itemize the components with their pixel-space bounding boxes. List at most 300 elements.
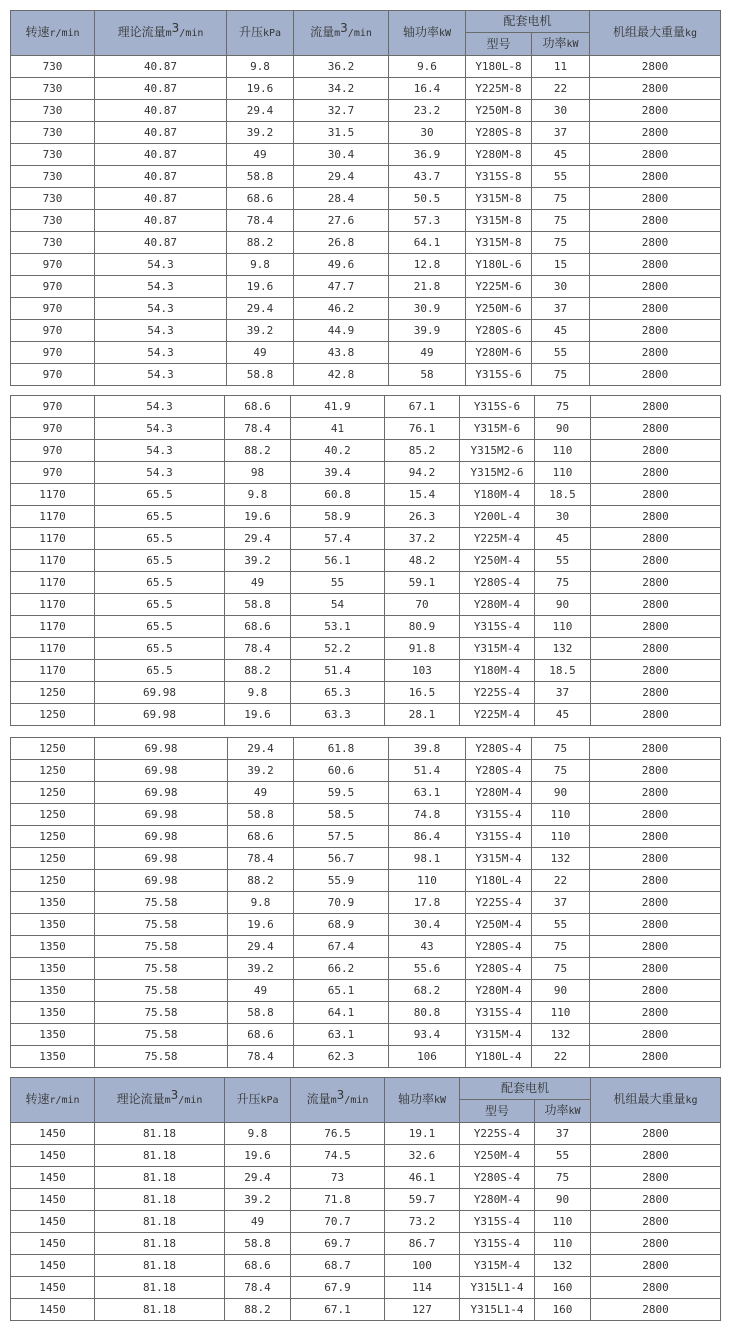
shaft-power-cell: 93.4 <box>389 1024 466 1046</box>
speed-cell: 730 <box>11 144 95 166</box>
theoretical-flow-cell: 81.18 <box>95 1255 225 1277</box>
motor-model-cell: Y315S-4 <box>466 804 532 826</box>
speed-cell: 730 <box>11 56 95 78</box>
table-row <box>11 704 721 726</box>
motor-model-cell: Y315S-4 <box>460 616 535 638</box>
speed-cell: 730 <box>11 78 95 100</box>
motor-power-cell: 45 <box>535 528 591 550</box>
motor-model-cell: Y315M-4 <box>466 848 532 870</box>
spec-table-block-3 <box>10 737 721 1068</box>
table-row <box>11 782 721 804</box>
motor-power-cell: 160 <box>535 1277 591 1299</box>
max-weight-cell: 2800 <box>590 320 721 342</box>
motor-model-cell: Y315M-4 <box>466 1024 532 1046</box>
motor-model-cell: Y315M-8 <box>466 188 532 210</box>
theoretical-flow-cell: 69.98 <box>95 848 228 870</box>
pressure-rise-cell: 19.6 <box>227 276 294 298</box>
motor-power-cell: 55 <box>535 550 591 572</box>
shaft-power-cell: 19.1 <box>385 1123 460 1145</box>
speed-cell: 730 <box>11 166 95 188</box>
theoretical-flow-cell: 75.58 <box>95 1046 228 1068</box>
speed-cell: 730 <box>11 188 95 210</box>
speed-cell: 1250 <box>11 760 95 782</box>
table-row <box>11 1189 721 1211</box>
header-theoretical-flow: 理论流量$m^3/\min$ <box>95 1078 225 1123</box>
pressure-rise-cell: 78.4 <box>225 418 291 440</box>
theoretical-flow-cell: 65.5 <box>95 594 225 616</box>
table-body <box>11 1123 721 1321</box>
motor-power-cell: 110 <box>535 440 591 462</box>
pressure-rise-cell: 68.6 <box>225 396 291 418</box>
motor-model-cell: Y250M-8 <box>466 100 532 122</box>
theoretical-flow-cell: 40.87 <box>95 232 227 254</box>
pressure-rise-cell: 19.6 <box>227 78 294 100</box>
theoretical-flow-cell: 75.58 <box>95 958 228 980</box>
shaft-power-cell: 57.3 <box>389 210 466 232</box>
motor-power-cell: 110 <box>532 826 590 848</box>
motor-model-cell: Y280M-4 <box>460 594 535 616</box>
table-row <box>11 506 721 528</box>
table-row <box>11 440 721 462</box>
flow-cell: 41.9 <box>291 396 385 418</box>
pressure-rise-cell: 78.4 <box>225 1277 291 1299</box>
table-row <box>11 144 721 166</box>
speed-cell: 1450 <box>11 1123 95 1145</box>
max-weight-cell: 2800 <box>591 1255 721 1277</box>
shaft-power-cell: 16.5 <box>385 682 460 704</box>
motor-power-cell: 55 <box>535 1145 591 1167</box>
flow-cell: 44.9 <box>294 320 389 342</box>
theoretical-flow-cell: 40.87 <box>95 100 227 122</box>
motor-power-cell: 132 <box>535 1255 591 1277</box>
motor-power-cell: 11 <box>532 56 590 78</box>
flow-cell: 76.5 <box>291 1123 385 1145</box>
flow-cell: 31.5 <box>294 122 389 144</box>
motor-power-cell: 110 <box>535 462 591 484</box>
flow-cell: 57.5 <box>294 826 389 848</box>
pressure-rise-cell: 29.4 <box>228 936 294 958</box>
max-weight-cell: 2800 <box>590 144 721 166</box>
motor-power-cell: 55 <box>532 914 590 936</box>
max-weight-cell: 2800 <box>591 704 721 726</box>
motor-model-cell: Y280S-4 <box>466 738 532 760</box>
motor-model-cell: Y180L-4 <box>466 1046 532 1068</box>
motor-power-cell: 75 <box>532 188 590 210</box>
max-weight-cell: 2800 <box>590 78 721 100</box>
motor-model-cell: Y280M-4 <box>466 782 532 804</box>
theoretical-flow-cell: 40.87 <box>95 210 227 232</box>
table-row <box>11 320 721 342</box>
flow-cell: 58.9 <box>291 506 385 528</box>
theoretical-flow-cell: 65.5 <box>95 528 225 550</box>
max-weight-cell: 2800 <box>590 276 721 298</box>
motor-model-cell: Y180L-4 <box>466 870 532 892</box>
max-weight-cell: 2800 <box>591 418 721 440</box>
shaft-power-cell: 32.6 <box>385 1145 460 1167</box>
shaft-power-cell: 48.2 <box>385 550 460 572</box>
pressure-rise-cell: 19.6 <box>228 914 294 936</box>
motor-power-cell: 37 <box>535 1123 591 1145</box>
motor-model-cell: Y315M-4 <box>460 638 535 660</box>
pressure-rise-cell: 88.2 <box>225 1299 291 1321</box>
speed-cell: 1170 <box>11 616 95 638</box>
max-weight-cell: 2800 <box>590 848 721 870</box>
pressure-rise-cell: 58.8 <box>225 594 291 616</box>
table-row <box>11 760 721 782</box>
max-weight-cell: 2800 <box>590 870 721 892</box>
speed-cell: 730 <box>11 100 95 122</box>
max-weight-cell: 2800 <box>591 506 721 528</box>
shaft-power-cell: 64.1 <box>389 232 466 254</box>
theoretical-flow-cell: 65.5 <box>95 638 225 660</box>
motor-model-cell: Y280S-8 <box>466 122 532 144</box>
pressure-rise-cell: 19.6 <box>225 506 291 528</box>
theoretical-flow-cell: 69.98 <box>95 826 228 848</box>
motor-power-cell: 75 <box>532 210 590 232</box>
max-weight-cell: 2800 <box>590 1024 721 1046</box>
flow-cell: 51.4 <box>291 660 385 682</box>
max-weight-cell: 2800 <box>590 210 721 232</box>
motor-power-cell: 75 <box>535 572 591 594</box>
flow-cell: 29.4 <box>294 166 389 188</box>
pressure-rise-cell: 49 <box>228 782 294 804</box>
flow-cell: 67.1 <box>291 1299 385 1321</box>
speed-cell: 1170 <box>11 660 95 682</box>
table-row <box>11 616 721 638</box>
motor-model-cell: Y225S-4 <box>466 892 532 914</box>
table-row <box>11 550 721 572</box>
shaft-power-cell: 55.6 <box>389 958 466 980</box>
motor-model-cell: Y315S-8 <box>466 166 532 188</box>
table-row <box>11 254 721 276</box>
shaft-power-cell: 49 <box>389 342 466 364</box>
table-row <box>11 210 721 232</box>
flow-cell: 39.4 <box>291 462 385 484</box>
theoretical-flow-cell: 81.18 <box>95 1233 225 1255</box>
pressure-rise-cell: 58.8 <box>225 1233 291 1255</box>
motor-power-cell: 90 <box>535 1189 591 1211</box>
motor-model-cell: Y280S-4 <box>466 958 532 980</box>
motor-power-cell: 110 <box>535 616 591 638</box>
theoretical-flow-cell: 40.87 <box>95 144 227 166</box>
table-row <box>11 1024 721 1046</box>
speed-cell: 1350 <box>11 980 95 1002</box>
pressure-rise-cell: 39.2 <box>228 958 294 980</box>
pressure-rise-cell: 39.2 <box>225 550 291 572</box>
speed-cell: 1170 <box>11 528 95 550</box>
motor-model-cell: Y280M-6 <box>466 342 532 364</box>
motor-model-cell: Y315M-8 <box>466 232 532 254</box>
pressure-rise-cell: 49 <box>225 572 291 594</box>
speed-cell: 1450 <box>11 1189 95 1211</box>
pressure-rise-cell: 78.4 <box>227 210 294 232</box>
motor-power-cell: 160 <box>535 1299 591 1321</box>
motor-model-cell: Y225S-4 <box>460 1123 535 1145</box>
table-row <box>11 484 721 506</box>
table-row <box>11 958 721 980</box>
theoretical-flow-cell: 75.58 <box>95 1002 228 1024</box>
motor-power-cell: 110 <box>535 1211 591 1233</box>
max-weight-cell: 2800 <box>590 298 721 320</box>
shaft-power-cell: 9.6 <box>389 56 466 78</box>
max-weight-cell: 2800 <box>591 1299 721 1321</box>
motor-power-cell: 22 <box>532 1046 590 1068</box>
speed-cell: 1170 <box>11 572 95 594</box>
flow-cell: 67.9 <box>291 1277 385 1299</box>
flow-cell: 61.8 <box>294 738 389 760</box>
table-row <box>11 528 721 550</box>
max-weight-cell: 2800 <box>591 528 721 550</box>
flow-cell: 65.1 <box>294 980 389 1002</box>
flow-cell: 70.9 <box>294 892 389 914</box>
motor-power-cell: 132 <box>532 848 590 870</box>
flow-cell: 56.7 <box>294 848 389 870</box>
shaft-power-cell: 26.3 <box>385 506 460 528</box>
table-row <box>11 1211 721 1233</box>
motor-model-cell: Y200L-4 <box>460 506 535 528</box>
motor-model-cell: Y180L-8 <box>466 56 532 78</box>
table-row <box>11 298 721 320</box>
pressure-rise-cell: 78.4 <box>225 638 291 660</box>
table-row <box>11 1145 721 1167</box>
table-row <box>11 418 721 440</box>
header-motor-power: 功率kW <box>532 33 590 56</box>
pressure-rise-cell: 68.6 <box>228 1024 294 1046</box>
shaft-power-cell: 68.2 <box>389 980 466 1002</box>
header-flow: 流量$m^3/\min$ <box>291 1078 385 1123</box>
table-row <box>11 1046 721 1068</box>
motor-model-cell: Y315M-8 <box>466 210 532 232</box>
max-weight-cell: 2800 <box>590 804 721 826</box>
speed-cell: 1170 <box>11 638 95 660</box>
theoretical-flow-cell: 69.98 <box>95 804 228 826</box>
speed-cell: 1170 <box>11 594 95 616</box>
shaft-power-cell: 43 <box>389 936 466 958</box>
header-shaft-power: 轴功率kW <box>385 1078 460 1123</box>
table-row <box>11 892 721 914</box>
flow-cell: 70.7 <box>291 1211 385 1233</box>
pressure-rise-cell: 58.8 <box>228 804 294 826</box>
table-row <box>11 342 721 364</box>
flow-cell: 54 <box>291 594 385 616</box>
theoretical-flow-cell: 69.98 <box>95 782 228 804</box>
table-row <box>11 56 721 78</box>
speed-cell: 1450 <box>11 1277 95 1299</box>
table-row <box>11 914 721 936</box>
theoretical-flow-cell: 81.18 <box>95 1189 225 1211</box>
speed-cell: 970 <box>11 298 95 320</box>
pressure-rise-cell: 29.4 <box>228 738 294 760</box>
motor-power-cell: 110 <box>535 1233 591 1255</box>
flow-cell: 60.6 <box>294 760 389 782</box>
header-motor-group: 配套电机 <box>460 1078 591 1100</box>
shaft-power-cell: 12.8 <box>389 254 466 276</box>
table-header <box>11 1078 721 1123</box>
header-flow: 流量$m^3/\min$ <box>294 11 389 56</box>
pressure-rise-cell: 58.8 <box>227 166 294 188</box>
theoretical-flow-cell: 54.3 <box>95 254 227 276</box>
theoretical-flow-cell: 54.3 <box>95 440 225 462</box>
motor-model-cell: Y280M-8 <box>466 144 532 166</box>
table-row <box>11 1002 721 1024</box>
motor-model-cell: Y280S-4 <box>460 1167 535 1189</box>
motor-model-cell: Y315M2-6 <box>460 462 535 484</box>
max-weight-cell: 2800 <box>591 682 721 704</box>
flow-cell: 66.2 <box>294 958 389 980</box>
speed-cell: 1350 <box>11 958 95 980</box>
pressure-rise-cell: 19.6 <box>225 704 291 726</box>
table-row <box>11 870 721 892</box>
header-motor-model: 型号 <box>466 33 532 56</box>
motor-power-cell: 75 <box>532 936 590 958</box>
speed-cell: 970 <box>11 462 95 484</box>
theoretical-flow-cell: 81.18 <box>95 1299 225 1321</box>
flow-cell: 59.5 <box>294 782 389 804</box>
speed-cell: 1450 <box>11 1167 95 1189</box>
table-row <box>11 804 721 826</box>
max-weight-cell: 2800 <box>590 100 721 122</box>
theoretical-flow-cell: 69.98 <box>95 704 225 726</box>
flow-cell: 46.2 <box>294 298 389 320</box>
motor-model-cell: Y225M-8 <box>466 78 532 100</box>
header-motor-group: 配套电机 <box>466 11 590 33</box>
pressure-rise-cell: 29.4 <box>227 100 294 122</box>
speed-cell: 1170 <box>11 550 95 572</box>
motor-power-cell: 18.5 <box>535 660 591 682</box>
speed-cell: 730 <box>11 210 95 232</box>
max-weight-cell: 2800 <box>590 914 721 936</box>
pressure-rise-cell: 88.2 <box>228 870 294 892</box>
shaft-power-cell: 28.1 <box>385 704 460 726</box>
flow-cell: 36.2 <box>294 56 389 78</box>
speed-cell: 1450 <box>11 1299 95 1321</box>
shaft-power-cell: 70 <box>385 594 460 616</box>
table-row <box>11 848 721 870</box>
motor-power-cell: 37 <box>532 298 590 320</box>
theoretical-flow-cell: 65.5 <box>95 506 225 528</box>
speed-cell: 1450 <box>11 1255 95 1277</box>
table-row <box>11 1167 721 1189</box>
speed-cell: 1250 <box>11 704 95 726</box>
header-max-weight: 机组最大重量kg <box>591 1078 721 1123</box>
motor-model-cell: Y180L-6 <box>466 254 532 276</box>
theoretical-flow-cell: 40.87 <box>95 78 227 100</box>
max-weight-cell: 2800 <box>591 1211 721 1233</box>
speed-cell: 1350 <box>11 936 95 958</box>
motor-power-cell: 75 <box>535 1167 591 1189</box>
shaft-power-cell: 100 <box>385 1255 460 1277</box>
speed-cell: 1450 <box>11 1145 95 1167</box>
pressure-rise-cell: 9.8 <box>227 254 294 276</box>
motor-power-cell: 18.5 <box>535 484 591 506</box>
shaft-power-cell: 59.7 <box>385 1189 460 1211</box>
flow-cell: 63.1 <box>294 1024 389 1046</box>
max-weight-cell: 2800 <box>591 572 721 594</box>
pressure-rise-cell: 58.8 <box>228 1002 294 1024</box>
motor-model-cell: Y225M-4 <box>460 704 535 726</box>
header-pressure-rise: 升压kPa <box>225 1078 291 1123</box>
header-speed: 转速r/min <box>11 1078 95 1123</box>
theoretical-flow-cell: 40.87 <box>95 188 227 210</box>
max-weight-cell: 2800 <box>591 440 721 462</box>
max-weight-cell: 2800 <box>590 782 721 804</box>
speed-cell: 1350 <box>11 892 95 914</box>
flow-cell: 73 <box>291 1167 385 1189</box>
theoretical-flow-cell: 69.98 <box>95 870 228 892</box>
flow-cell: 56.1 <box>291 550 385 572</box>
shaft-power-cell: 103 <box>385 660 460 682</box>
pressure-rise-cell: 98 <box>225 462 291 484</box>
theoretical-flow-cell: 54.3 <box>95 298 227 320</box>
motor-power-cell: 110 <box>532 804 590 826</box>
motor-model-cell: Y315M2-6 <box>460 440 535 462</box>
speed-cell: 970 <box>11 440 95 462</box>
motor-power-cell: 22 <box>532 870 590 892</box>
theoretical-flow-cell: 75.58 <box>95 892 228 914</box>
pressure-rise-cell: 39.2 <box>228 760 294 782</box>
speed-cell: 1450 <box>11 1211 95 1233</box>
speed-cell: 1350 <box>11 1046 95 1068</box>
header-motor-model: 型号 <box>460 1100 535 1123</box>
max-weight-cell: 2800 <box>590 364 721 386</box>
flow-cell: 67.4 <box>294 936 389 958</box>
flow-cell: 30.4 <box>294 144 389 166</box>
pressure-rise-cell: 88.2 <box>225 660 291 682</box>
pressure-rise-cell: 68.6 <box>228 826 294 848</box>
theoretical-flow-cell: 65.5 <box>95 660 225 682</box>
header-max-weight: 机组最大重量kg <box>590 11 721 56</box>
motor-power-cell: 55 <box>532 342 590 364</box>
flow-cell: 43.8 <box>294 342 389 364</box>
motor-power-cell: 75 <box>532 958 590 980</box>
speed-cell: 1450 <box>11 1233 95 1255</box>
motor-model-cell: Y225S-4 <box>460 682 535 704</box>
speed-cell: 970 <box>11 254 95 276</box>
pressure-rise-cell: 39.2 <box>225 1189 291 1211</box>
flow-cell: 53.1 <box>291 616 385 638</box>
motor-model-cell: Y315S-4 <box>466 826 532 848</box>
motor-model-cell: Y315L1-4 <box>460 1299 535 1321</box>
motor-model-cell: Y180M-4 <box>460 660 535 682</box>
spec-table-block-4 <box>10 1077 721 1321</box>
table-row <box>11 1277 721 1299</box>
table-body <box>11 738 721 1068</box>
theoretical-flow-cell: 54.3 <box>95 276 227 298</box>
shaft-power-cell: 80.8 <box>389 1002 466 1024</box>
shaft-power-cell: 76.1 <box>385 418 460 440</box>
theoretical-flow-cell: 54.3 <box>95 396 225 418</box>
theoretical-flow-cell: 69.98 <box>95 738 228 760</box>
shaft-power-cell: 36.9 <box>389 144 466 166</box>
shaft-power-cell: 98.1 <box>389 848 466 870</box>
max-weight-cell: 2800 <box>591 484 721 506</box>
shaft-power-cell: 110 <box>389 870 466 892</box>
shaft-power-cell: 51.4 <box>389 760 466 782</box>
speed-cell: 1250 <box>11 682 95 704</box>
theoretical-flow-cell: 40.87 <box>95 166 227 188</box>
speed-cell: 1250 <box>11 870 95 892</box>
speed-cell: 730 <box>11 122 95 144</box>
shaft-power-cell: 30.9 <box>389 298 466 320</box>
shaft-power-cell: 63.1 <box>389 782 466 804</box>
motor-power-cell: 90 <box>535 594 591 616</box>
motor-power-cell: 90 <box>532 782 590 804</box>
motor-power-cell: 75 <box>532 738 590 760</box>
speed-cell: 970 <box>11 418 95 440</box>
theoretical-flow-cell: 69.98 <box>95 682 225 704</box>
speed-cell: 1250 <box>11 848 95 870</box>
motor-power-cell: 37 <box>535 682 591 704</box>
